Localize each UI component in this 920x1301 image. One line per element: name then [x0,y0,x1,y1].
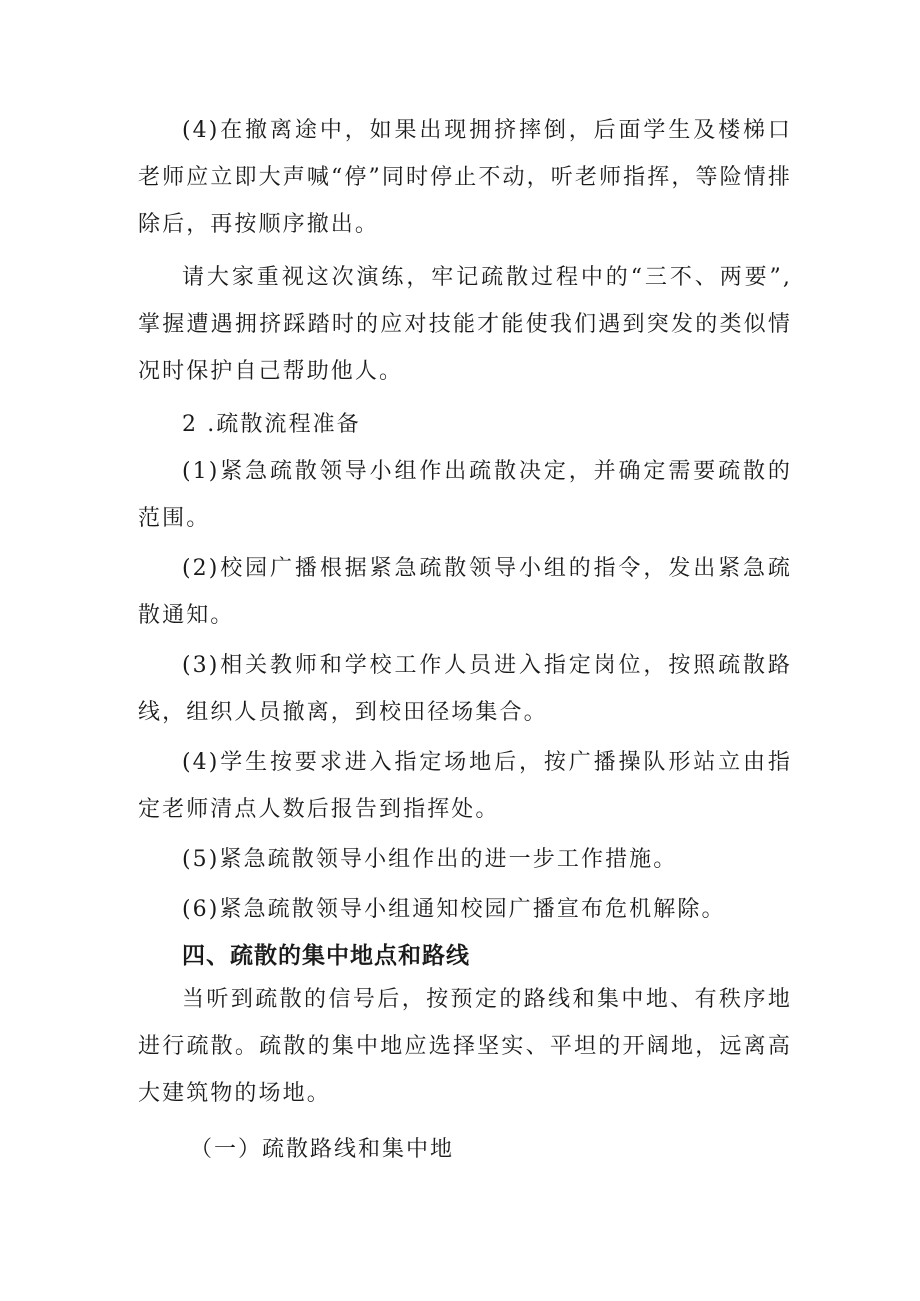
subsection-heading: （一）疏散路线和集中地 [190,1137,455,1162]
paragraph-procedure-step-2: (2)校园广播根据紧急疏散领导小组的指令，发出紧急疏散通知。 [138,556,792,628]
paragraph-procedure-step-6: (6)紧急疏散领导小组通知校园广播宣布危机解除。 [182,897,726,922]
paragraph-procedure-step-5: (5)紧急疏散领导小组作出的进一步工作措施。 [182,847,678,872]
paragraph-procedure-title: 2 .疏散流程准备 [182,412,361,437]
paragraph-procedure-step-3: (3)相关教师和学校工作人员进入指定岗位，按照疏散路线，组织人员撤离，到校田径场集合。 [138,653,792,725]
paragraph-evacuation-step-4: (4)在撤离途中，如果出现拥挤摔倒，后面学生及楼梯口老师应立即大声喊“停”同时停止不动，听老师指挥，等险情排除后，再按顺序撤出。 [138,118,792,237]
section-heading: 四、疏散的集中地点和路线 [182,943,470,969]
paragraph-evacuation-location: 当听到疏散的信号后，按预定的路线和集中地、有秩序地进行疏散。疏散的集中地应选择坚实、平坦的开阔地，远离高大建筑物的场地。 [138,987,792,1106]
paragraph-drill-reminder: 请大家重视这次演练，牢记疏散过程中的“三不、两要”,掌握遭遇拥挤踩踏时的应对技能才能使我们遇到突发的类似情况时保护自己帮助他人。 [138,265,792,384]
paragraph-procedure-step-1: (1)紧急疏散领导小组作出疏散决定，并确定需要疏散的范围。 [138,459,792,531]
paragraph-procedure-step-4: (4)学生按要求进入指定场地后，按广播操队形站立由指定老师清点人数后报告到指挥处。 [138,750,792,822]
